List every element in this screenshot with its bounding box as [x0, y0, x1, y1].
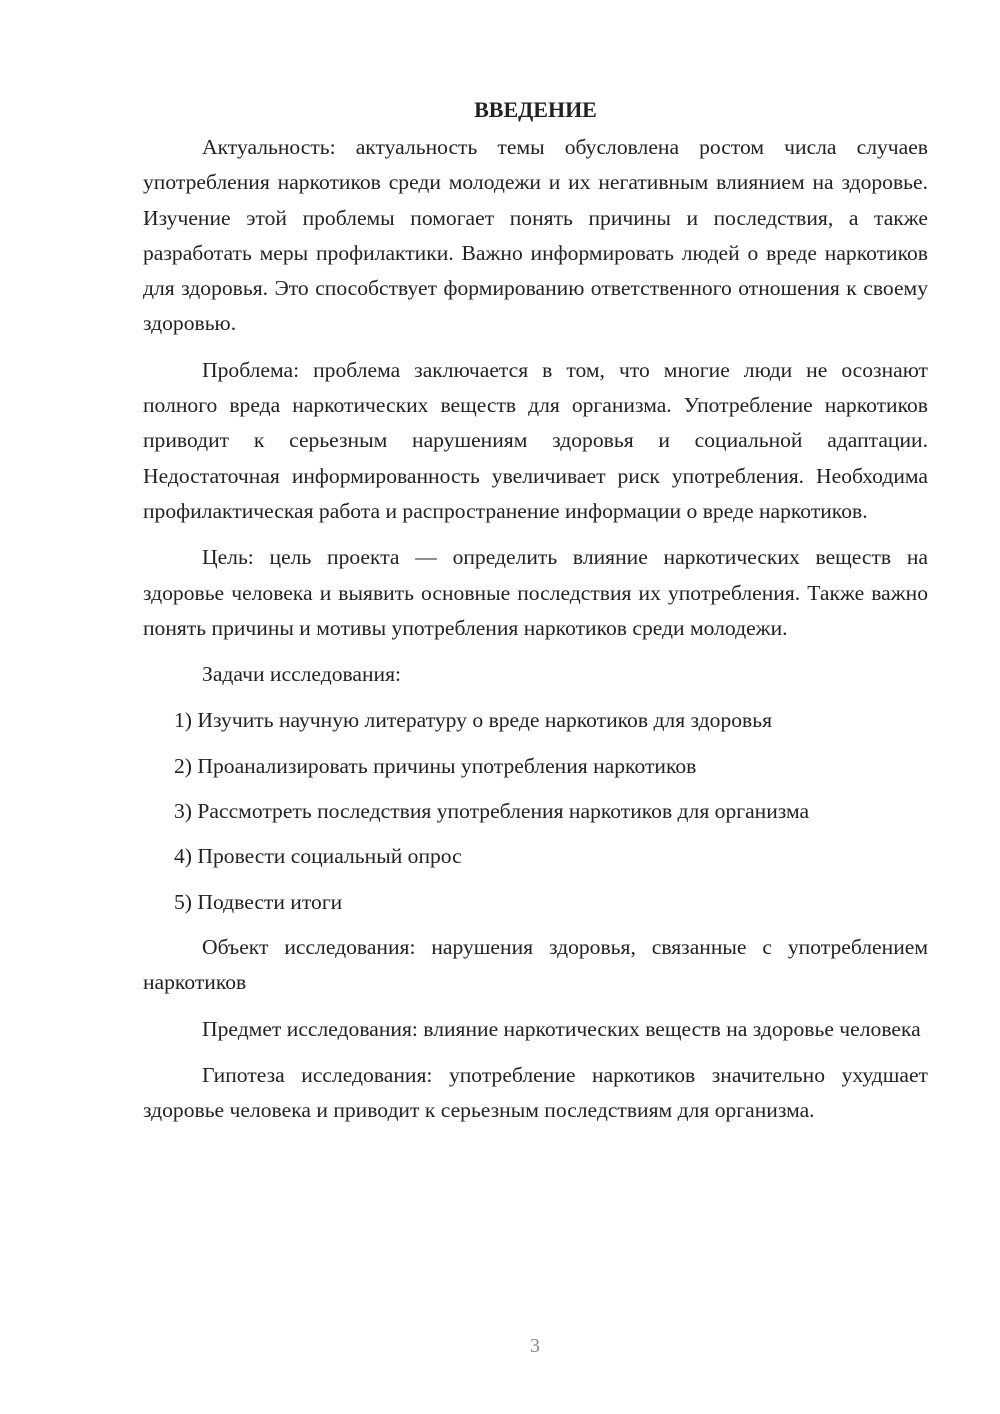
task-item: 3) Рассмотреть последствия употребления наркотиков для организма — [174, 799, 810, 824]
task-item: 5) Подвести итоги — [174, 889, 343, 914]
document-page — [143, 92, 928, 1139]
task-item: 1) Изучить научную литературу о вреде наркотиков для здоровья — [174, 708, 773, 733]
paragraph-object: Объект исследования: нарушения здоровья, связанные с употреблением наркотиков — [143, 934, 928, 995]
task-item: 4) Провести социальный опрос — [174, 844, 462, 869]
task-item: 2) Проанализировать причины употребления наркотиков — [174, 753, 697, 778]
task-list — [143, 703, 928, 919]
paragraph-hypothesis: Гипотеза исследования: употребление наркотиков значительно ухудшает здоровье человека и приводит к серьезным последствиям для организма. — [143, 1062, 928, 1123]
paragraph-problem: Проблема: проблема заключается в том, что многие люди не осознают полного вреда наркотических веществ для организма. Употребление наркотиков приводит к серьезным нарушениям здоровья и социальной адаптации. Недостаточная информированность увеличивает риск употребления. Необходима профилактическая работа и распространение информации о вреде наркотиков. — [143, 357, 928, 523]
page-number: 3 — [530, 1335, 540, 1357]
paragraph-relevance: Актуальность: актуальность темы обусловлена ростом числа случаев употребления наркотиков среди молодежи и их негативным влиянием на здоровье. Изучение этой проблемы помогает понять причины и последствия, а также разработать меры профилактики. Важно информировать людей о вреде наркотиков для здоровья. Это способствует формированию ответственного отношения к своему здоровью. — [143, 135, 928, 336]
paragraph-goal: Цель: цель проекта — определить влияние наркотических веществ на здоровье человека и выявить основные последствия их употребления. Также важно понять причины и мотивы употребления наркотиков среди молодежи. — [143, 545, 928, 640]
paragraph-subject: Предмет исследования: влияние наркотических веществ на здоровье человека — [202, 1016, 921, 1041]
tasks-heading: Задачи исследования: — [202, 662, 402, 687]
section-title: ВВЕДЕНИЕ — [474, 97, 597, 122]
